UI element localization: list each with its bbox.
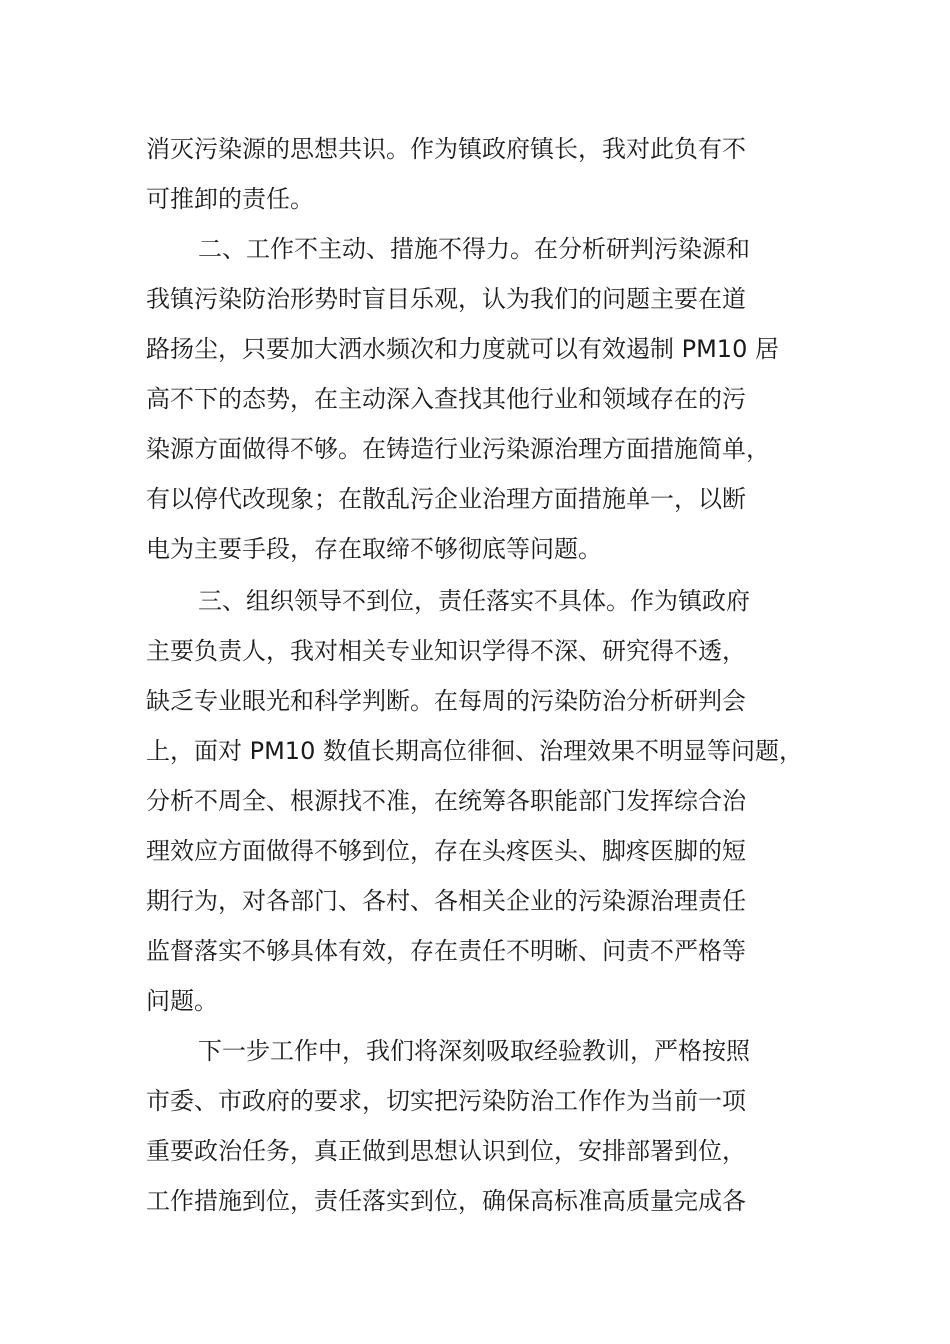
text-line: 工作措施到位，责任落实到位，确保高标准高质量完成各 bbox=[146, 1187, 746, 1215]
text-line: 下一步工作中，我们将深刻吸取经验教训，严格按照 bbox=[198, 1037, 750, 1065]
text-line: 缺乏专业眼光和科学判断。在每周的污染防治分析研判会 bbox=[146, 687, 746, 715]
text-line: 监督落实不够具体有效，存在责任不明晰、问责不严格等 bbox=[146, 937, 746, 965]
text-line: 问题。 bbox=[146, 987, 218, 1015]
text-line: 上，面对 PM10 数值长期高位徘徊、治理效果不明显等问题， bbox=[146, 737, 803, 765]
paragraph-point-three bbox=[146, 576, 846, 1026]
text-line: 分析不周全、根源找不准，在统筹各职能部门发挥综合治 bbox=[146, 787, 746, 815]
text-line: 高不下的态势，在主动深入查找其他行业和领域存在的污 bbox=[146, 385, 746, 413]
text-line: 电为主要手段，存在取缔不够彻底等问题。 bbox=[146, 535, 602, 563]
text-line: 理效应方面做得不够到位，存在头疼医头、脚疼医脚的短 bbox=[146, 837, 746, 865]
text-line: 重要政治任务，真正做到思想认识到位，安排部署到位， bbox=[146, 1137, 746, 1165]
text-line: 我镇污染防治形势时盲目乐观，认为我们的问题主要在道 bbox=[146, 285, 746, 313]
paragraph-point-two bbox=[146, 224, 846, 574]
text-line: 消灭污染源的思想共识。作为镇政府镇长，我对此负有不 bbox=[146, 135, 746, 163]
text-line: 有以停代改现象；在散乱污企业治理方面措施单一，以断 bbox=[146, 485, 746, 513]
text-line: 三、组织领导不到位，责任落实不具体。作为镇政府 bbox=[198, 587, 750, 615]
paragraph-next-steps bbox=[146, 1026, 846, 1226]
text-line: 染源方面做得不够。在铸造行业污染源治理方面措施简单， bbox=[146, 435, 770, 463]
text-line: 路扬尘，只要加大洒水频次和力度就可以有效遏制 PM10 居 bbox=[146, 335, 779, 363]
text-line: 可推卸的责任。 bbox=[146, 185, 314, 213]
paragraph-continuation bbox=[146, 124, 846, 224]
text-line: 主要负责人，我对相关专业知识学得不深、研究得不透， bbox=[146, 637, 746, 665]
text-line: 二、工作不主动、措施不得力。在分析研判污染源和 bbox=[198, 235, 750, 263]
text-line: 期行为，对各部门、各村、各相关企业的污染源治理责任 bbox=[146, 887, 746, 915]
document-body bbox=[146, 124, 846, 1226]
text-line: 市委、市政府的要求，切实把污染防治工作作为当前一项 bbox=[146, 1087, 746, 1115]
